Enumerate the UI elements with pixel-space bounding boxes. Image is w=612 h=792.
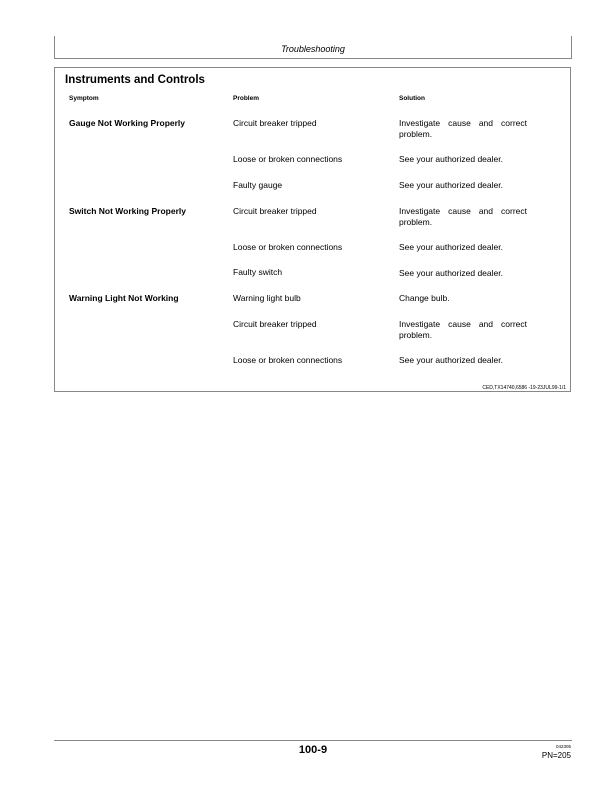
column-header-problem: Problem	[233, 95, 260, 102]
running-head: Troubleshooting	[281, 44, 345, 54]
symptom-cell: Switch Not Working Properly	[69, 206, 186, 216]
problem-cell: Warning light bulb	[233, 293, 301, 303]
problem-cell: Faulty switch	[233, 267, 283, 277]
reference-code: CED,TX14740,6586 -19-23JUL99-1/1	[482, 385, 566, 391]
solution-cell: See your authorized dealer.	[399, 268, 503, 278]
problem-cell: Faulty gauge	[233, 180, 283, 190]
problem-cell: Loose or broken connections	[233, 154, 343, 164]
page-number: 100-9	[298, 744, 328, 756]
troubleshooting-box	[54, 67, 571, 392]
solution-cell: See your authorized dealer.	[399, 154, 503, 164]
solution-cell: Investigate cause and correct problem.	[399, 118, 527, 139]
solution-cell: Investigate cause and correct problem.	[399, 319, 527, 340]
solution-cell: Investigate cause and correct problem.	[399, 206, 527, 227]
section-title: Instruments and Controls	[65, 74, 205, 86]
solution-cell: See your authorized dealer.	[399, 355, 503, 365]
problem-cell: Circuit breaker tripped	[233, 206, 317, 216]
header-rule-bottom	[54, 58, 572, 59]
problem-cell: Loose or broken connections	[233, 242, 343, 252]
footer-rule	[54, 740, 572, 741]
footer-date-code: 042305	[555, 744, 571, 749]
solution-cell: See your authorized dealer.	[399, 242, 503, 252]
problem-cell: Circuit breaker tripped	[233, 319, 317, 329]
footer-pn: PN=205	[541, 751, 571, 760]
problem-cell: Circuit breaker tripped	[233, 118, 317, 128]
solution-cell: See your authorized dealer.	[399, 180, 503, 190]
column-header-solution: Solution	[399, 95, 425, 102]
problem-cell: Loose or broken connections	[233, 355, 343, 365]
column-header-symptom: Symptom	[69, 95, 99, 102]
symptom-cell: Gauge Not Working Properly	[69, 118, 186, 128]
symptom-cell: Warning Light Not Working	[69, 293, 179, 303]
solution-cell: Change bulb.	[399, 293, 450, 303]
